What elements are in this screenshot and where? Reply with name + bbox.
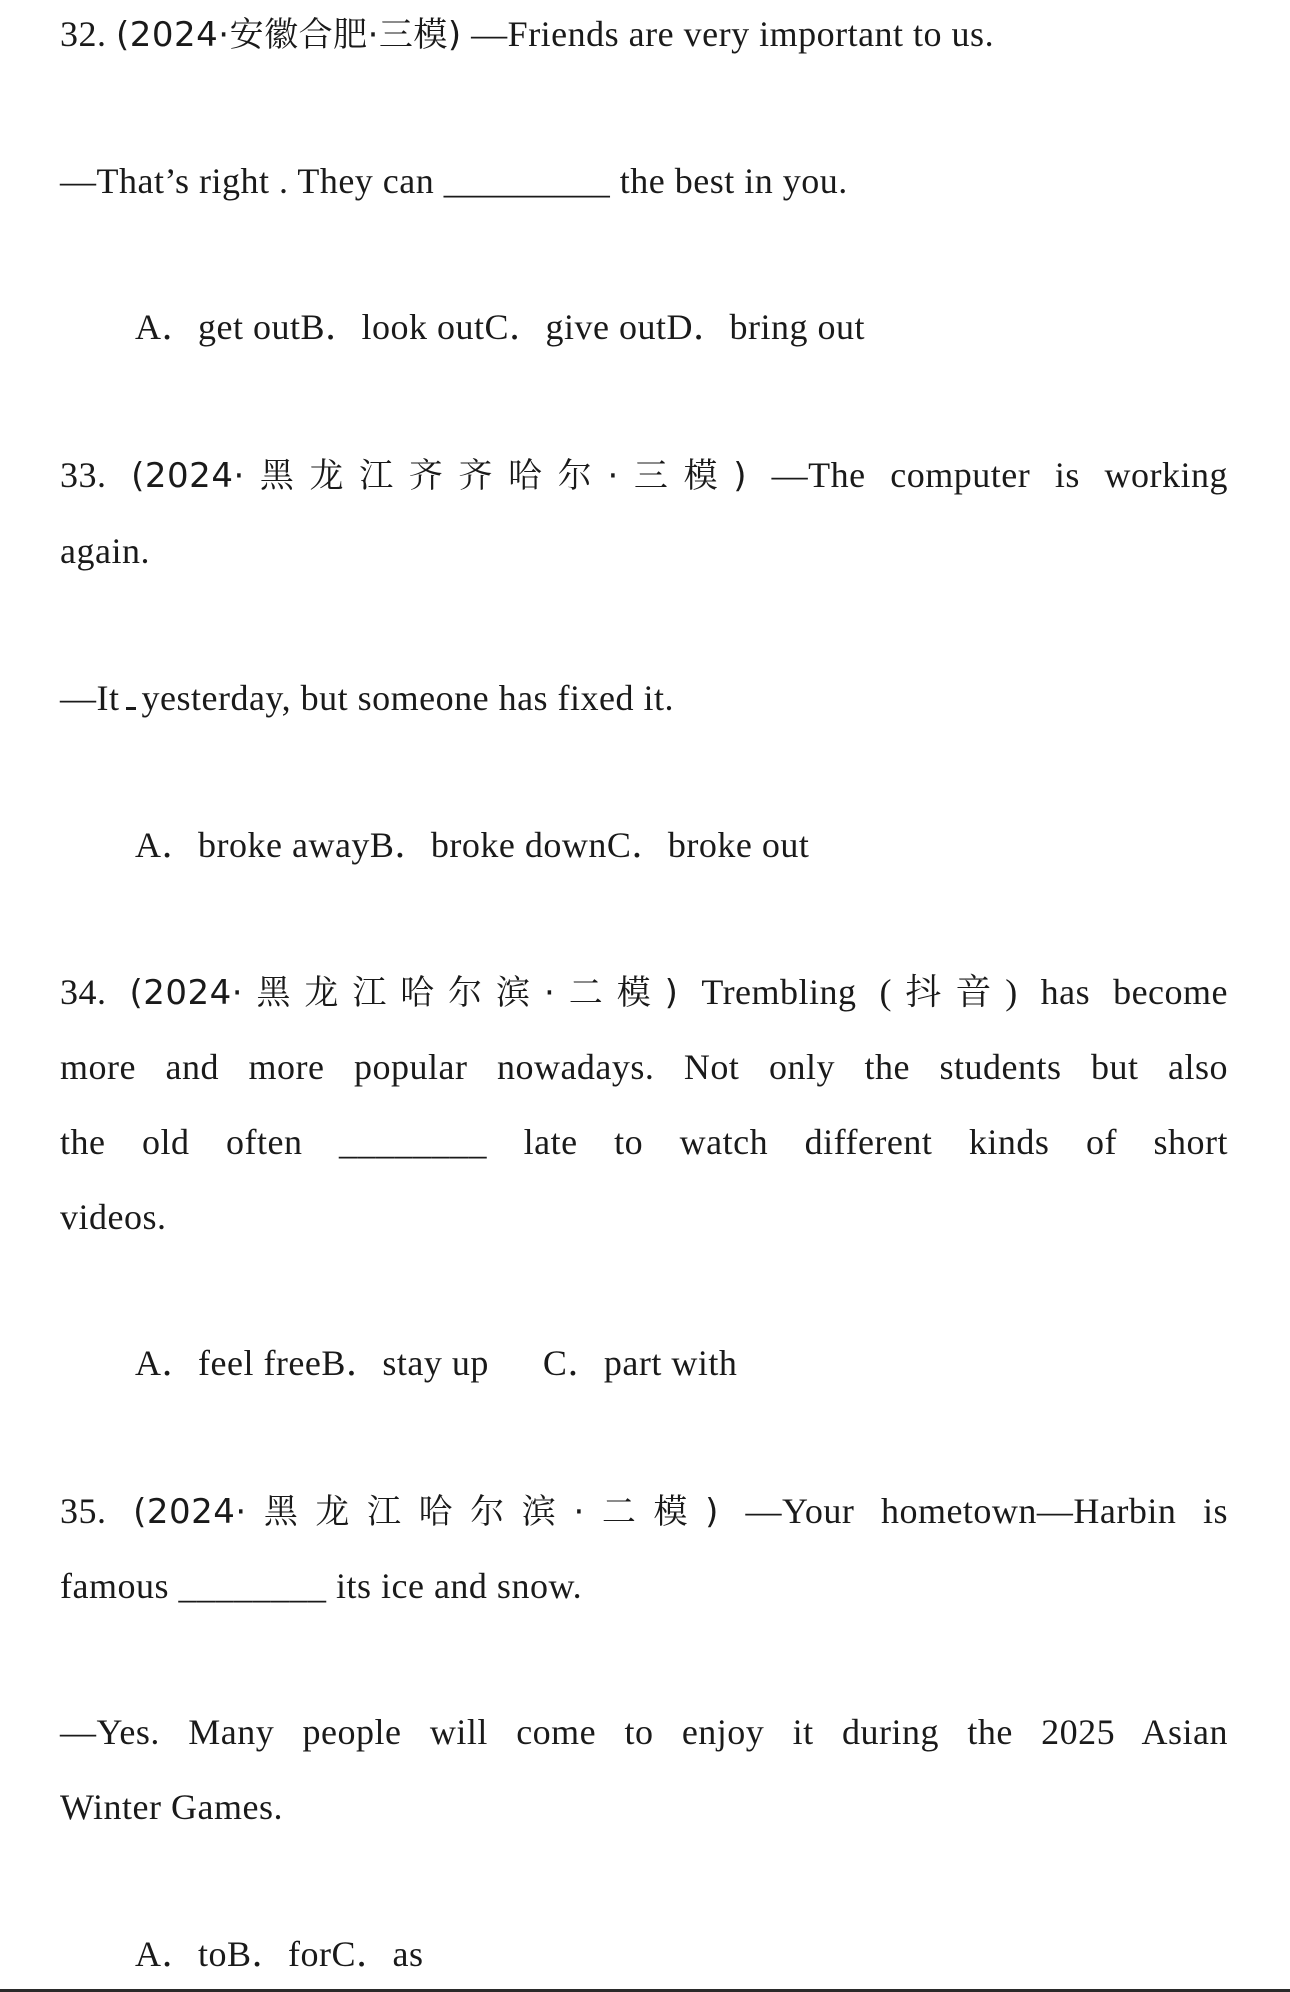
q34-line-2: more and more popular nowadays. Not only the students but also (60, 1047, 1228, 1087)
answer-blank (126, 689, 136, 710)
q33-line-1: —The computer is working (771, 455, 1229, 495)
q34-options-b: C．part with (542, 1343, 738, 1383)
q35-options: A．toB．forC．as (135, 1934, 424, 1974)
q34-source: (2024·黑龙江哈尔滨·二模) (129, 973, 679, 1013)
q32-line-1: —Friends are very important to us. (471, 14, 995, 54)
q32-number: 32. (60, 14, 107, 54)
q34-line-1: Trembling (抖音) has become (701, 972, 1229, 1012)
q35-source: (2024·黑龙江哈尔滨·二模) (133, 1492, 719, 1532)
q34-options (135, 1341, 737, 1385)
q33-line-2: again. (60, 531, 150, 571)
q33-stem (60, 453, 1228, 498)
q34-stem (60, 970, 1228, 1015)
q35-number: 35. (60, 1491, 107, 1531)
q35-line-1: —Your hometown—Harbin is (745, 1491, 1229, 1531)
q35-line-2: famous ________ its ice and snow. (60, 1566, 583, 1606)
q34-options-a: A．feel freeB．stay up (135, 1343, 489, 1383)
q33-line-3 (60, 676, 1228, 720)
q33-number: 33. (60, 455, 107, 495)
q32-stem (60, 12, 1228, 57)
q33-line-3b: yesterday, but someone has fixed it. (141, 678, 675, 718)
q33-source: (2024·黑龙江齐齐哈尔·三模) (131, 456, 747, 496)
q32-line-2: —That’s right . They can _________ the best in you. (60, 161, 848, 201)
q32-source: (2024·安徽合肥·三模) (116, 15, 462, 55)
q35-stem (60, 1489, 1228, 1534)
q33-options: A．broke awayB．broke downC．broke out (135, 825, 810, 865)
q35-line-4: Winter Games. (60, 1787, 283, 1827)
q34-line-3: the old often ________ late to watch different kinds of short (60, 1122, 1228, 1162)
q33-line-3a: —It (60, 678, 120, 718)
q32-options: A．get outB．look outC．give outD．bring out (135, 307, 865, 347)
q34-line-4: videos. (60, 1197, 167, 1237)
q35-line-3: —Yes. Many people will come to enjoy it during the 2025 Asian (60, 1712, 1228, 1752)
q34-number: 34. (60, 972, 107, 1012)
